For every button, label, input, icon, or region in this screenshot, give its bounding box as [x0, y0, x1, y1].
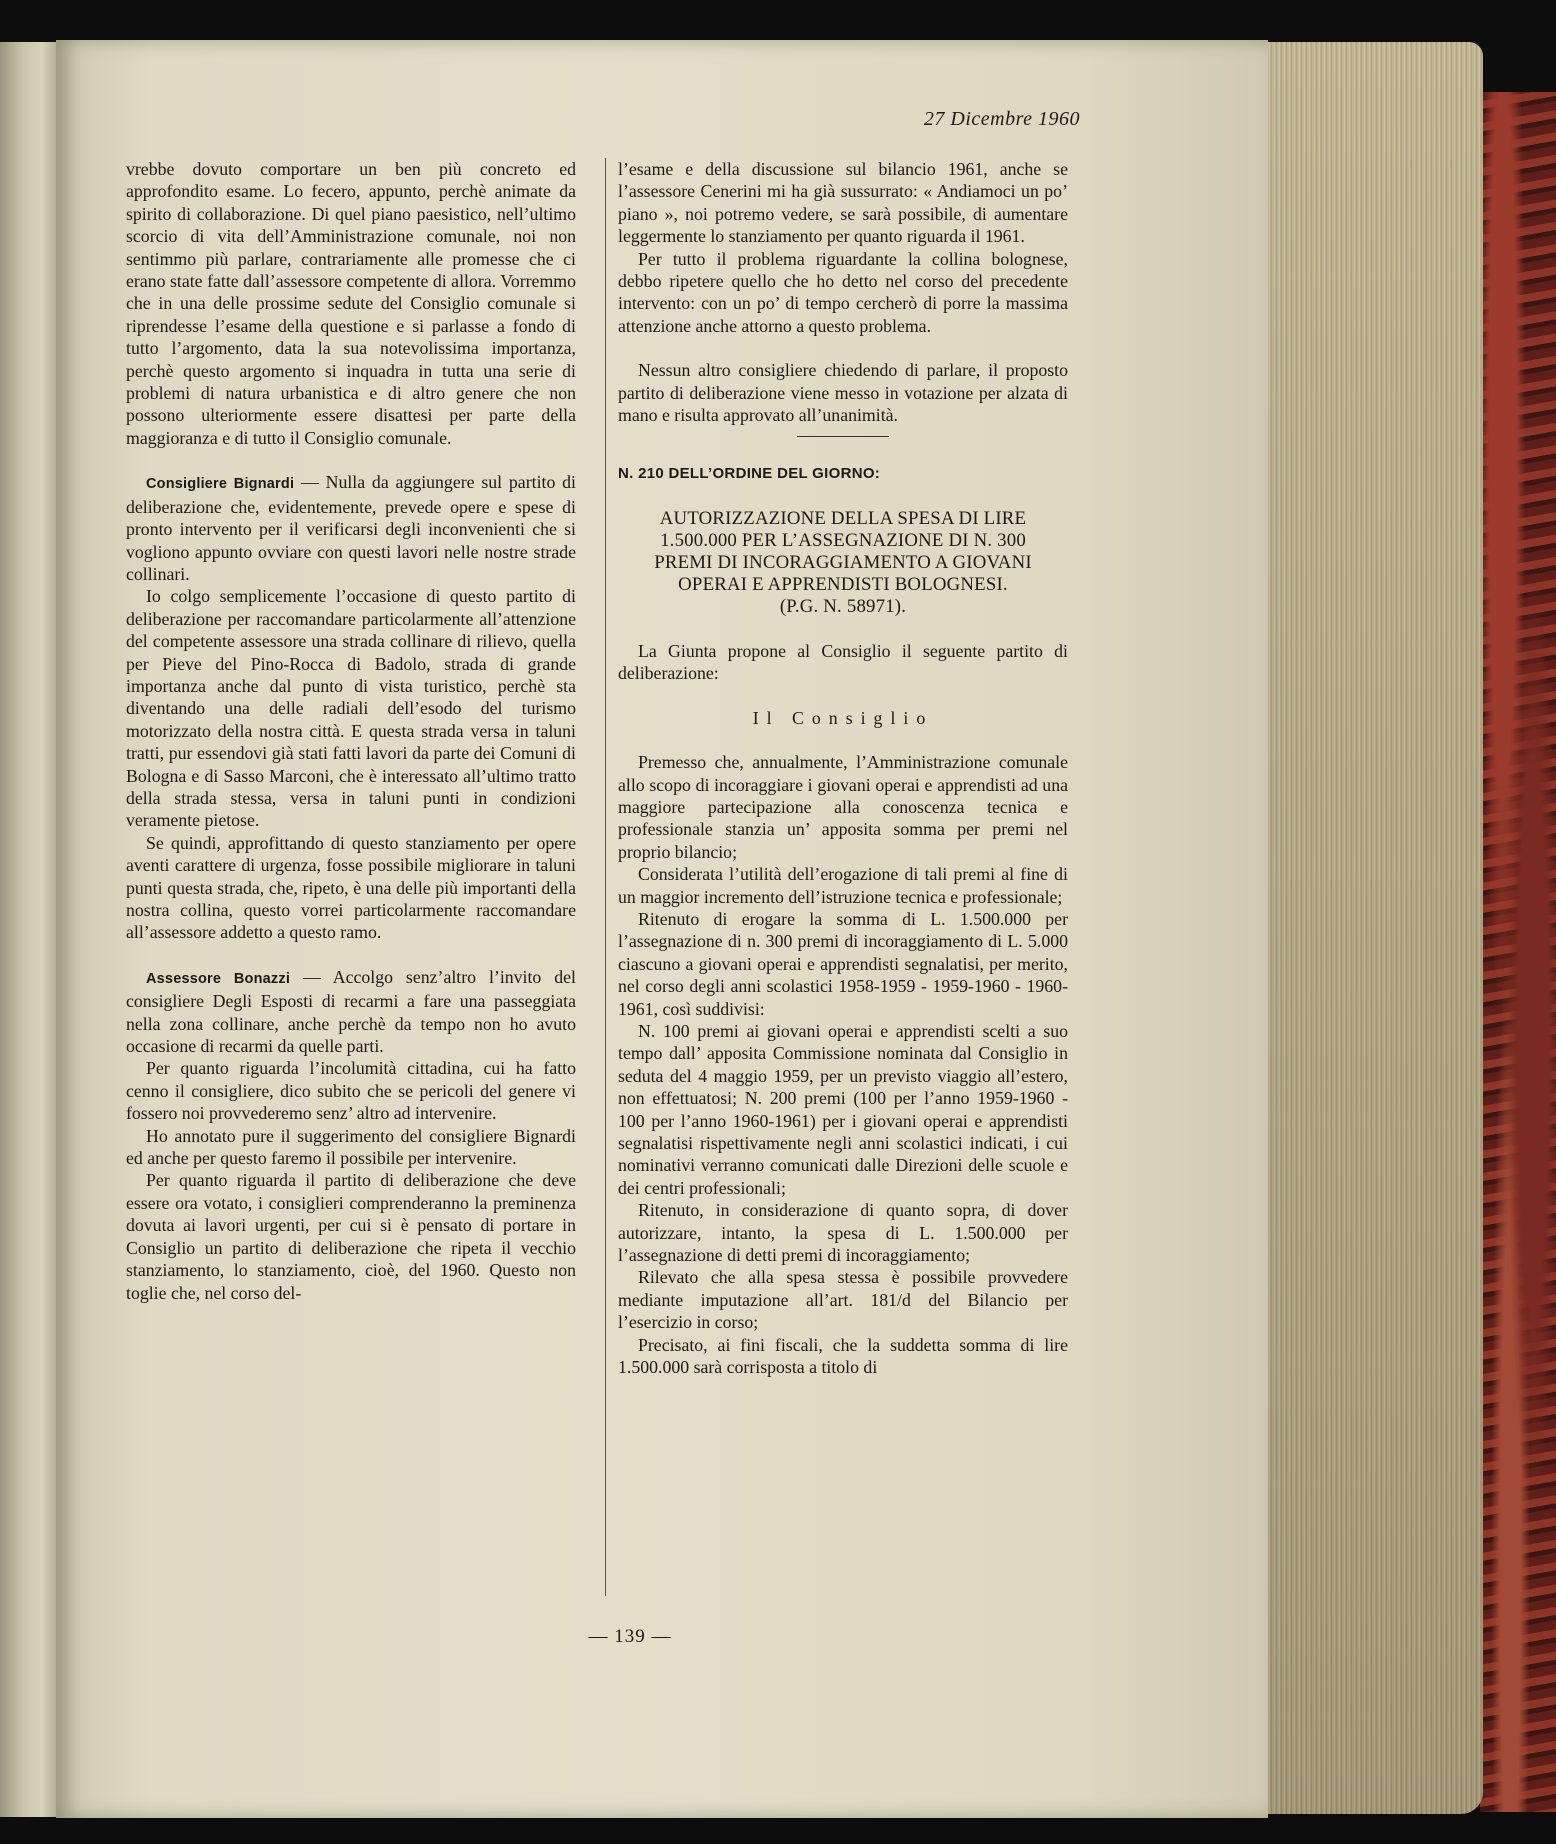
speech-bonazzi [126, 966, 576, 1058]
title-line: AUTORIZZAZIONE DELLA SPESA DI LIRE [659, 507, 1027, 529]
speech-text: Accolgo senz’altro l’invito del consigliere Degli Esposti di recarmi a fare una passeggiata nella zona collinare, anche perchè da tempo non ho avuto occasione di recarmi da quelle parti. [126, 966, 576, 1057]
page-block-edge [1258, 42, 1483, 1814]
paragraph: Io colgo semplicemente l’occasione di questo partito di deliberazione per raccomandare particolarmente all’attenzione del competente assessore una strada collinare di rilievo, quella per Pieve del Pino-Rocca di Badolo, strada di grande importanza anche dal punto di vista turistico, perchè sta diventando una delle radiali dell’esodo del turismo motorizzato della nostra città. E questa strada versa in taluni tratti, pur essendovi già stati fatti lavori da parte dei Comuni di Bologna e di Sasso Marconi, che è interessato all’ultimo tratto della strada stessa, versa in taluni punti in condizioni veramente pietose. [126, 586, 576, 831]
speaker-name: Assessore Bonazzi [146, 970, 291, 987]
section-rule [797, 436, 889, 437]
speaker-name: Consigliere Bignardi [146, 476, 295, 493]
paragraph: Ho annotato pure il suggerimento del consigliere Bignardi ed anche per questo faremo il possibile per intervenire. [126, 1125, 576, 1169]
title-line: OPERAI E APPRENDISTI BOLOGNESI. [678, 573, 1008, 595]
speaker-dash: — [294, 472, 326, 493]
title-line: 1.500.000 PER L’ASSEGNAZIONE DI N. 300 [660, 529, 1026, 551]
speech-text: Nulla da aggiungere sul partito di deliberazione che, evidentemente, prevede opere e spese di pronto intervento per il verificarsi degli inconvenienti che si vogliono appunto ovviare con questi lavori nelle nostre strade collinari. [126, 472, 576, 584]
agenda-heading: N. 210 DELL’ORDINE DEL GIORNO: [618, 465, 881, 483]
paragraph: l’esame e della discussione sul bilancio 1961, anche se l’assessore Cenerini mi ha già sussurrato: « Andiamoci un po’ piano », noi potremo vedere, se sarà possibile, di aumentare leggermente lo stanziamento per quanto riguarda il 1961. [618, 159, 1068, 247]
paragraph: Considerata l’utilità dell’erogazione di tali premi al fine di un maggior incremento dell’istruzione tecnica e professionale; [618, 864, 1068, 907]
left-column [126, 158, 576, 1304]
paragraph: Premesso che, annualmente, l’Amministrazione comunale allo scopo di incoraggiare i giovani operai e apprendisti ad una maggiore partecipazione alla conoscenza tecnica e professionale stanzia un’ apposita somma per premi nel proprio bilancio; [618, 752, 1068, 862]
title-line: (P.G. N. 58971). [779, 595, 907, 617]
column-divider [605, 158, 606, 1596]
speaker-dash: — [290, 966, 333, 987]
paragraph: Ritenuto, in considerazione di quanto sopra, di dover autorizzare, intanto, la spesa di L. 1.500.000 per l’assegnazione di detti premi di incoraggiamento; [618, 1200, 1068, 1266]
page-number: — 139 — [588, 1626, 672, 1647]
title-line: PREMI DI INCORAGGIAMENTO A GIOVANI [654, 551, 1032, 573]
marbled-cover-board [1480, 92, 1556, 1812]
facing-page-edge [0, 42, 56, 1817]
paragraph: Se quindi, approfittando di questo stanziamento per opere aventi carattere di urgenza, fosse possibile migliorare in taluni punti questa strada, che, ripeto, è una delle più importanti della nostra collina, questo vorrei particolarmente raccomandare all’assessore addetto a questo ramo. [126, 832, 576, 943]
consiglio-heading: Il Consiglio [752, 707, 934, 728]
paragraph: Per tutto il problema riguardante la collina bolognese, debbo ripetere quello che ho detto nel corso del precedente intervento: con un po’ di tempo cercherò di porre la massima attenzione anche attorno a questo problema. [618, 248, 1068, 336]
vote-paragraph: Nessun altro consigliere chiedendo di parlare, il proposto partito di deliberazione viene messo in votazione per alzata di mano e risulta approvato all’unanimità. [618, 360, 1068, 426]
paragraph: N. 100 premi ai giovani operai e apprendisti scelti a suo tempo dall’ apposita Commissione nominata dal Consiglio in seduta del 4 maggio 1959, per un previsto viaggio all’estero, non effettuatosi; N. 200 premi (100 per l’anno 1959-1960 - 100 per l’anno 1960-1961) per i giovani operai e apprendisti segnalatisi rispettivamente negli anni scolastici indicati, i cui nominativi verranno comunicati dalle Direzioni delle scuole e dei centri professionali; [618, 1020, 1068, 1198]
paragraph: Precisato, ai fini fiscali, che la suddetta somma di lire 1.500.000 sarà corrisposta a titolo di [618, 1334, 1068, 1378]
paragraph: Per quanto riguarda l’incolumità cittadina, cui ha fatto cenno il consigliere, dico subito che se pericoli del genere vi fossero noi provvederemo senz’ altro ad intervenire. [126, 1058, 576, 1124]
paragraph: Rilevato che alla spesa stessa è possibile provvedere mediante imputazione all’art. 181/d del Bilancio per l’esercizio in corso; [618, 1267, 1068, 1333]
right-column [618, 158, 1068, 1378]
paragraph: Ritenuto di erogare la somma di L. 1.500.000 per l’assegnazione di n. 300 premi di incoraggiamento di L. 5.000 ciascuno a giovani operai e apprendisti segnalatisi, per merito, nel corso degli anni scolastici 1958-1959 - 1959-1960 - 1960-1961, così suddivisi: [618, 908, 1068, 1019]
paragraph: vrebbe dovuto comportare un ben più concreto ed approfondito esame. Lo fecero, appunto, perchè animate da spirito di collaborazione. Di quel piano paesistico, nell’ultimo scorcio di vita dell’Amministrazione comunale, noi non sentimmo più parlare, contrariamente alle promesse che ci erano state fatte dall’assessore competente di allora. Vorremmo che in una delle prossime sedute del Consiglio comunale si riprendesse l’esame della questione e si parlasse a fondo di tutto l’argomento, data la sua notevolissima importanza, perchè questo argomento si inquadra in tutta una serie di problemi di natura urbanistica e di altro genere che non possono ulteriormente essere disattesi per parte della maggioranza e di tutto il Consiglio comunale. [126, 159, 576, 448]
paragraph: La Giunta propone al Consiglio il seguente partito di deliberazione: [618, 640, 1068, 684]
paragraph: Per quanto riguarda il partito di deliberazione che deve essere ora votato, i consiglieri comprenderanno la preminenza dovuta ai lavori urgenti, per cui si è pensato di portare in Consiglio un partito di deliberazione che ripeta il vecchio stanziamento, lo stanziamento, cioè, del 1960. Questo non toglie che, nel corso del- [126, 1170, 576, 1303]
running-header-date: 27 Dicembre 1960 [923, 108, 1080, 130]
speech-bignardi [126, 471, 576, 585]
resolution-title [618, 508, 1068, 618]
